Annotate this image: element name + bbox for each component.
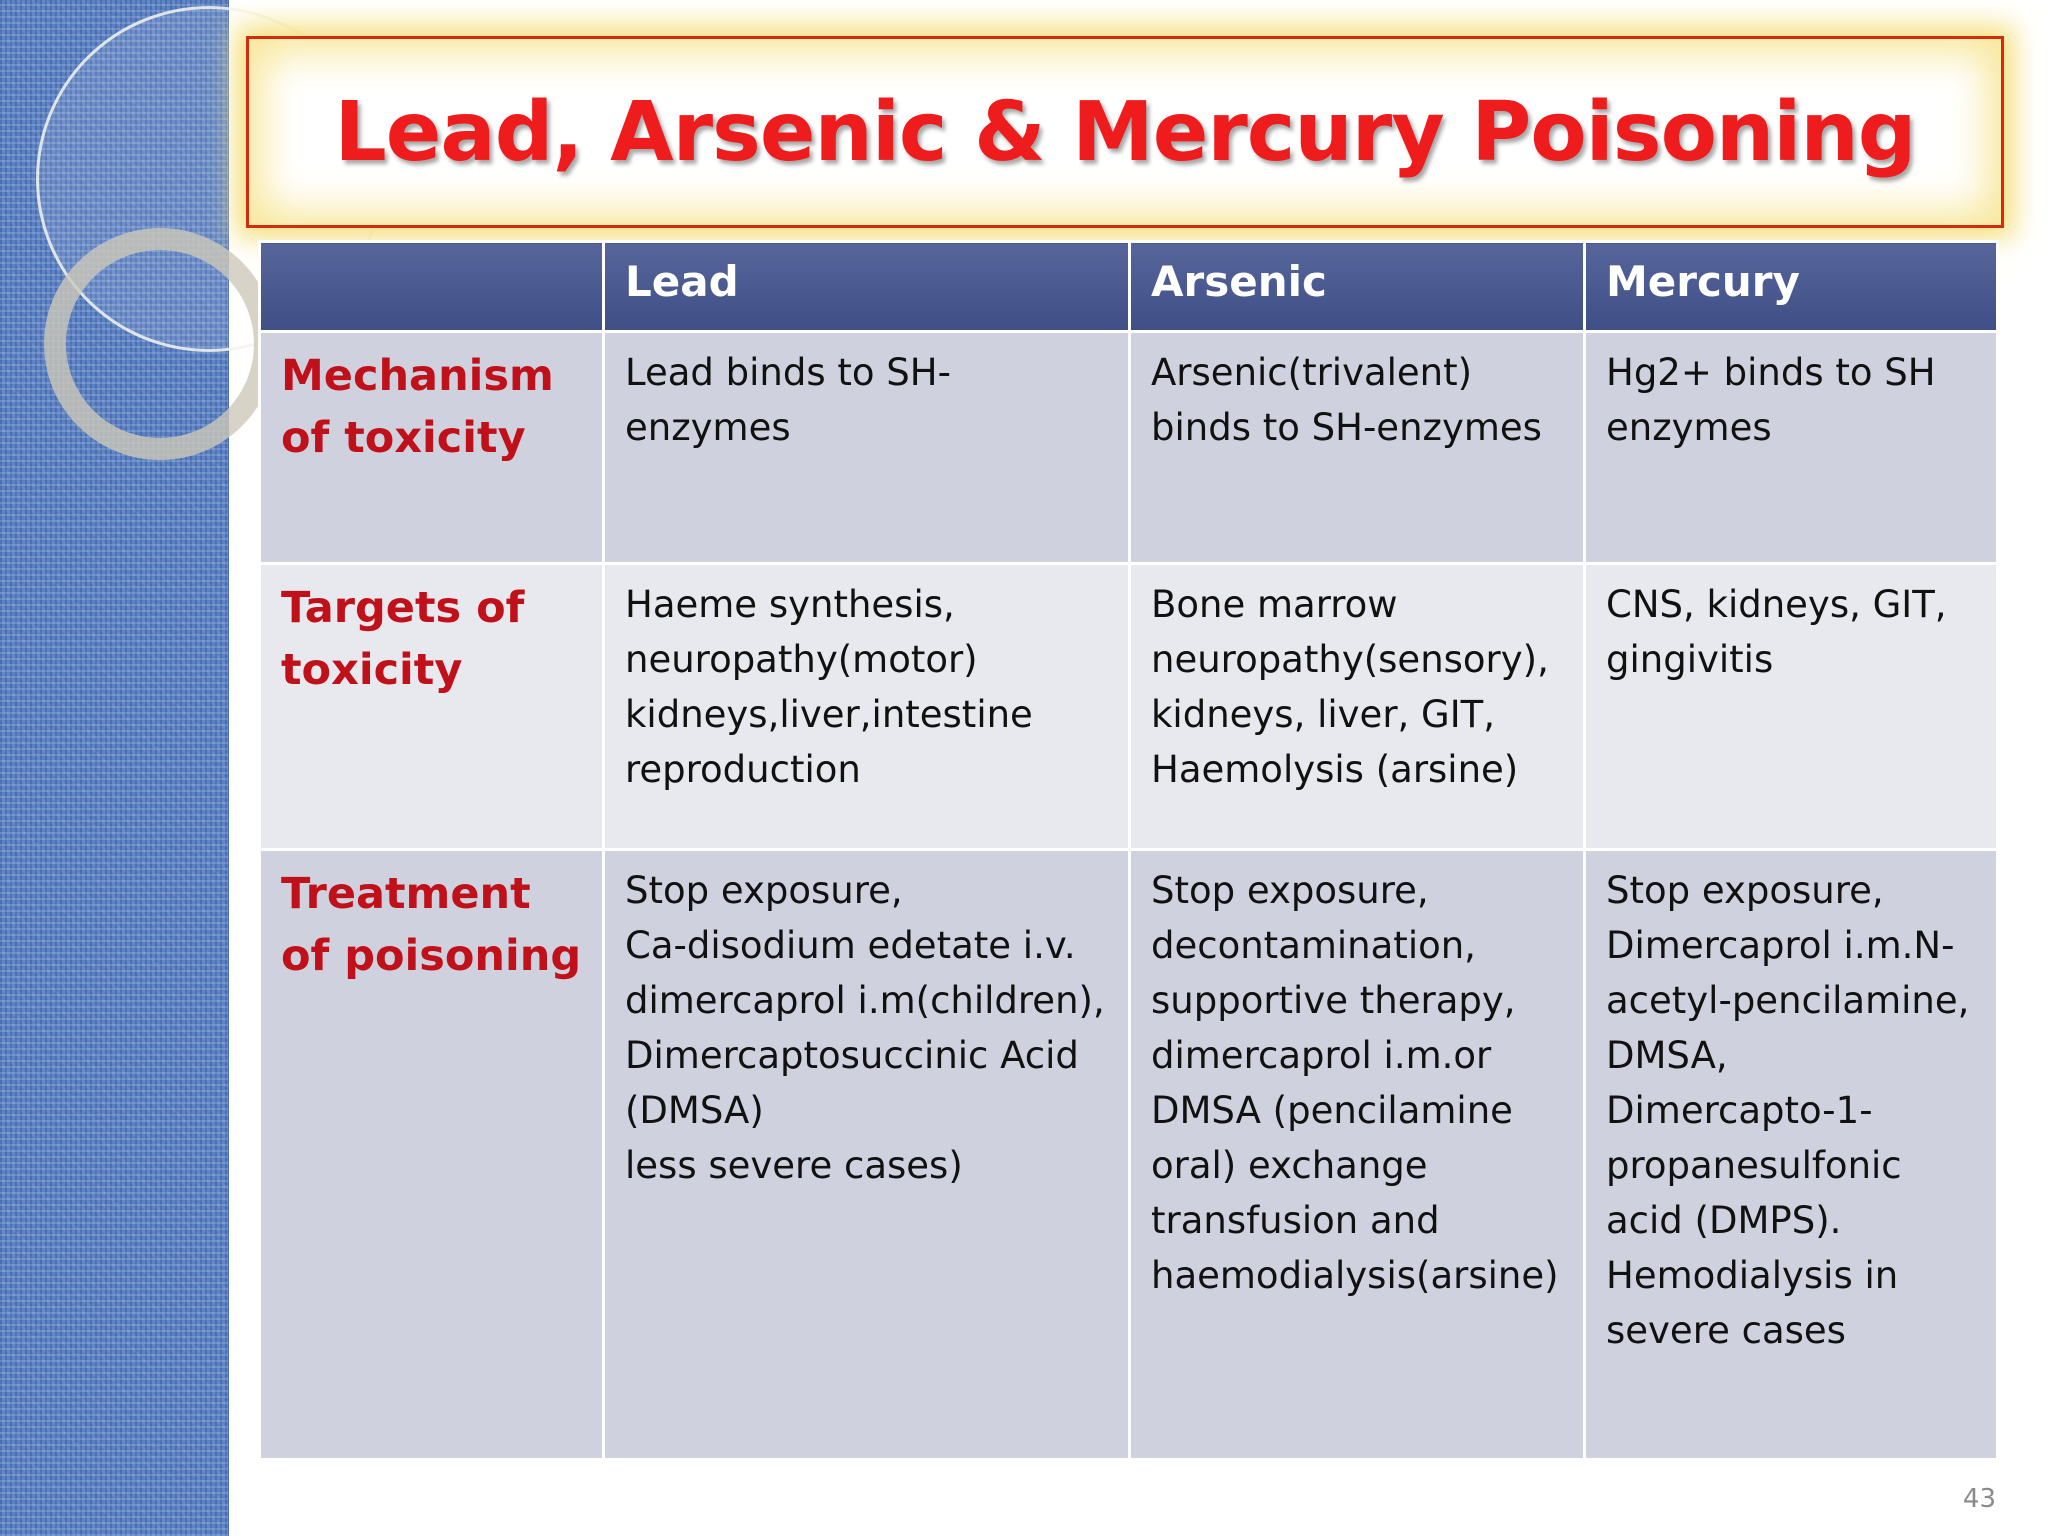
table-row-treatment	[260, 850, 1998, 1460]
cell-treatment-lead: Stop exposure, Ca-disodium edetate i.v. dimercaprol i.m(children), Dimercaptosuccinic Acid (DMSA) less severe cases)	[604, 850, 1130, 1460]
title-banner	[246, 36, 2004, 228]
header-arsenic: Arsenic	[1130, 242, 1585, 332]
table-header-row	[260, 242, 1998, 332]
cell-mechanism-mercury: Hg2+ binds to SH enzymes	[1585, 332, 1998, 564]
page-number: 43	[1962, 1484, 1996, 1514]
row-label-mechanism: Mechanism of toxicity	[260, 332, 604, 564]
side-decoration-strip	[0, 0, 229, 1536]
row-label-targets: Targets of toxicity	[260, 564, 604, 850]
cell-mechanism-arsenic: Arsenic(trivalent) binds to SH-enzymes	[1130, 332, 1585, 564]
table-row-targets	[260, 564, 1998, 850]
poisoning-comparison-table	[258, 240, 1999, 1461]
poisoning-table-container	[258, 240, 1996, 1461]
row-label-treatment: Treatment of poisoning	[260, 850, 604, 1460]
cell-treatment-arsenic: Stop exposure, decontamination, supportive therapy, dimercaprol i.m.or DMSA (pencilamine oral) exchange transfusion and haemodialysis(arsine)	[1130, 850, 1585, 1460]
cell-targets-arsenic: Bone marrow neuropathy(sensory), kidneys, liver, GIT, Haemolysis (arsine)	[1130, 564, 1585, 850]
header-empty-cell	[260, 242, 604, 332]
header-mercury: Mercury	[1585, 242, 1998, 332]
cell-treatment-mercury: Stop exposure, Dimercaprol i.m.N- acetyl-pencilamine, DMSA, Dimercapto-1- propanesulfonic acid (DMPS). Hemodialysis in severe cases	[1585, 850, 1998, 1460]
cell-mechanism-lead: Lead binds to SH- enzymes	[604, 332, 1130, 564]
header-lead: Lead	[604, 242, 1130, 332]
cell-targets-mercury: CNS, kidneys, GIT, gingivitis	[1585, 564, 1998, 850]
slide-title: Lead, Arsenic & Mercury Poisoning	[334, 84, 1916, 180]
cell-targets-lead: Haeme synthesis, neuropathy(motor) kidneys,liver,intestine reproduction	[604, 564, 1130, 850]
table-row-mechanism	[260, 332, 1998, 564]
